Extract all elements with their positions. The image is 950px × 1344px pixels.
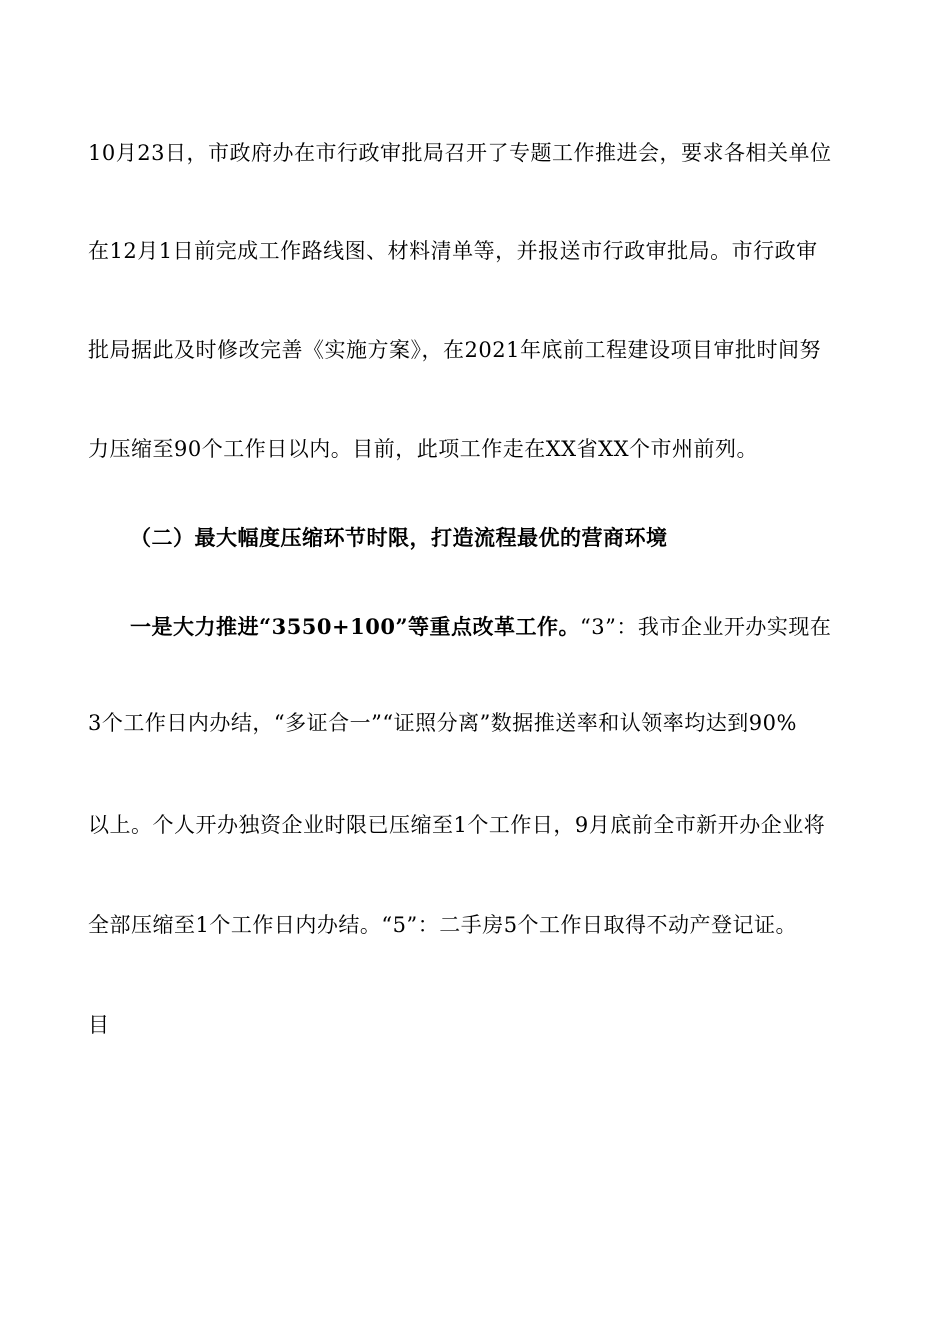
paragraph-line: 以上。个人开办独资企业时限已压缩至1个工作日，9月底前全市新开办企业将: [88, 813, 826, 837]
paragraph-line: 批局据此及时修改完善《实施方案》，在2021年底前工程建设项目审批时间努: [88, 338, 821, 362]
paragraph-lead-rest: “3”：我市企业开办实现在: [580, 615, 832, 639]
paragraph-line: 10月23日，市政府办在市行政审批局召开了专题工作推进会，要求各相关单位: [88, 141, 832, 165]
paragraph-line: 目: [88, 1013, 110, 1037]
paragraph-line: 3个工作日内办结，“多证合一”“证照分离”数据推送率和认领率均达到90%: [88, 711, 797, 735]
paragraph-line: 在12月1日前完成工作路线图、材料清单等，并报送市行政审批局。市行政审: [88, 239, 818, 263]
paragraph-line: 全部压缩至1个工作日内办结。“5”：二手房5个工作日取得不动产登记证。: [88, 913, 798, 937]
paragraph-first-line: [130, 612, 868, 642]
section-heading: （二）最大幅度压缩环节时限，打造流程最优的营商环境: [130, 525, 668, 550]
paragraph-lead-bold: 一是大力推进“3550+100”等重点改革工作。: [130, 614, 581, 639]
paragraph-line: 力压缩至90个工作日以内。目前，此项工作走在XX省XX个市州前列。: [88, 437, 759, 461]
